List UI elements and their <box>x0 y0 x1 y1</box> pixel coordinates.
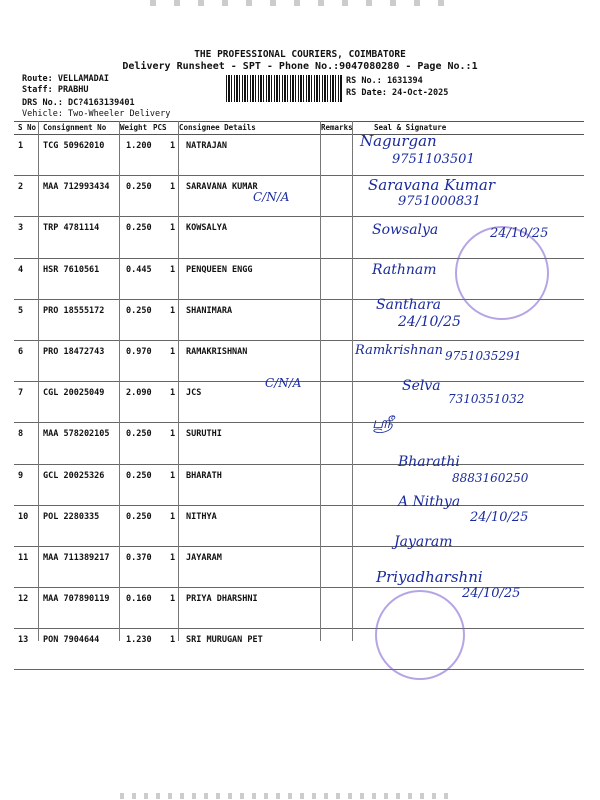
table-row <box>14 547 584 588</box>
row-consignment: GCL 20025326 <box>43 470 105 481</box>
handwritten-phone: 9751000831 <box>398 194 481 209</box>
staff-label: Staff: PRABHU <box>22 85 89 95</box>
table-row <box>14 135 584 176</box>
row-consignment: PRO 18555172 <box>43 305 105 316</box>
col-consignee: Consignee Details <box>179 123 256 132</box>
row-consignment: TRP 4781114 <box>43 223 100 234</box>
rs-date: RS Date: 24-Oct-2025 <box>346 88 449 98</box>
row-sno: 4 <box>18 264 24 275</box>
row-pcs: 1 <box>170 511 176 522</box>
row-weight: 1.230 <box>126 635 152 646</box>
drs-number: DRS No.: DC?4163139401 <box>22 98 135 108</box>
row-pcs: 1 <box>170 346 176 357</box>
handwritten-phone: 7310351032 <box>448 392 525 406</box>
row-pcs: 1 <box>170 470 176 481</box>
row-weight: 0.970 <box>126 346 152 357</box>
row-sno: 11 <box>18 552 29 563</box>
row-consignee: JAYARAM <box>186 552 222 563</box>
handwritten-phone: 9751103501 <box>392 152 475 167</box>
row-consignment: MAA 707890119 <box>43 594 110 605</box>
row-weight: 0.250 <box>126 305 152 316</box>
row-pcs: 1 <box>170 594 176 605</box>
signature: Santhara <box>376 297 441 313</box>
row-weight: 0.250 <box>126 429 152 440</box>
row-consignee: BHARATH <box>186 470 222 481</box>
col-consignment: Consignment No <box>43 123 107 132</box>
row-weight: 2.090 <box>126 388 152 399</box>
scan-artifact-bottom <box>120 793 450 799</box>
table-row <box>14 176 584 217</box>
row-pcs: 1 <box>170 223 176 234</box>
row-consignment: POL 2280335 <box>43 511 100 522</box>
row-pcs: 1 <box>170 635 176 646</box>
row-weight: 0.445 <box>126 264 152 275</box>
signature: ஸ்ரீ <box>372 413 393 432</box>
document-title: THE PROFESSIONAL COURIERS, COIMBATORE <box>194 49 406 60</box>
row-pcs: 1 <box>170 264 176 275</box>
rs-number: RS No.: 1631394 <box>346 76 423 86</box>
row-weight: 0.250 <box>126 182 152 193</box>
route-label: Route: VELLAMADAI <box>22 74 109 84</box>
row-consignee: PENQUEEN ENGG <box>186 264 253 275</box>
scan-artifact-top <box>150 0 450 6</box>
handwritten-phone: 9751035291 <box>445 349 522 363</box>
row-sno: 8 <box>18 429 24 440</box>
signature: Nagurgan <box>360 132 437 150</box>
row-consignment: PRO 18472743 <box>43 346 105 357</box>
handwritten-phone: 8883160250 <box>452 471 529 485</box>
document-subtitle: Delivery Runsheet - SPT - Phone No.:9047080280 - Page No.:1 <box>122 61 478 72</box>
row-pcs: 1 <box>170 141 176 151</box>
row-sno: 2 <box>18 182 24 193</box>
row-consignee: NITHYA <box>186 511 217 522</box>
col-weight: Weight <box>120 123 148 132</box>
row-pcs: 1 <box>170 429 176 440</box>
table-header <box>14 121 584 135</box>
handwritten-date: 24/10/25 <box>490 226 549 241</box>
signature: Bharathi <box>398 454 460 470</box>
row-pcs: 1 <box>170 552 176 563</box>
vehicle-label: Vehicle: Two-Wheeler Delivery <box>22 109 171 119</box>
col-divider <box>320 121 321 641</box>
remark-cna: C/N/A <box>265 376 302 390</box>
row-sno: 3 <box>18 223 24 234</box>
seal-stamp <box>375 590 465 680</box>
col-divider <box>119 121 120 641</box>
col-sno: S No <box>18 123 37 132</box>
row-consignment: HSR 7610561 <box>43 264 100 275</box>
col-divider <box>178 121 179 641</box>
col-seal: Seal & Signature <box>374 123 447 132</box>
row-consignment: PON 7904644 <box>43 635 100 646</box>
handwritten-date: 24/10/25 <box>470 510 529 525</box>
signature: Ramkrishnan <box>355 343 443 358</box>
row-pcs: 1 <box>170 182 176 193</box>
row-weight: 0.250 <box>126 223 152 234</box>
col-divider <box>38 121 39 641</box>
signature: Saravana Kumar <box>368 176 495 194</box>
row-weight: 0.250 <box>126 470 152 481</box>
handwritten-date: 24/10/25 <box>462 586 521 601</box>
row-consignment: MAA 578202105 <box>43 429 110 440</box>
row-consignee: PRIYA DHARSHNI <box>186 594 258 605</box>
row-consignment: MAA 712993434 <box>43 182 110 193</box>
row-sno: 12 <box>18 594 29 605</box>
row-sno: 7 <box>18 388 24 399</box>
row-pcs: 1 <box>170 305 176 316</box>
row-consignee: SHANIMARA <box>186 305 233 316</box>
row-weight: 1.200 <box>126 141 152 151</box>
signature: Selva <box>402 378 441 394</box>
row-consignment: CGL 20025049 <box>43 388 105 399</box>
row-sno: 10 <box>18 511 29 522</box>
barcode <box>226 75 342 102</box>
row-consignment: MAA 711389217 <box>43 552 110 563</box>
row-consignee: NATRAJAN <box>186 141 227 151</box>
row-weight: 0.250 <box>126 511 152 522</box>
row-consignee: RAMAKRISHNAN <box>186 346 248 357</box>
row-sno: 9 <box>18 470 24 481</box>
col-remarks: Remarks <box>321 123 353 132</box>
signature: Sowsalya <box>372 222 439 238</box>
row-sno: 6 <box>18 346 24 357</box>
row-consignment: TCG 50962010 <box>43 141 105 151</box>
handwritten-date: 24/10/25 <box>398 314 461 330</box>
col-pcs: PCS <box>153 123 167 132</box>
table-row <box>14 629 584 670</box>
signature: Priyadharshni <box>376 568 483 586</box>
row-consignee: KOWSALYA <box>186 223 227 234</box>
row-pcs: 1 <box>170 388 176 399</box>
row-consignee: SURUTHI <box>186 429 222 440</box>
row-consignee: SARAVANA KUMAR <box>186 182 258 193</box>
row-consignee: SRI MURUGAN PET <box>186 635 263 646</box>
col-divider <box>352 121 353 641</box>
row-consignee: JCS <box>186 388 202 399</box>
row-weight: 0.370 <box>126 552 152 563</box>
signature: Rathnam <box>372 262 437 278</box>
table-row <box>14 423 584 464</box>
row-sno: 1 <box>18 141 24 151</box>
signature: Jayaram <box>394 534 453 550</box>
signature: A Nithya <box>398 494 461 510</box>
row-sno: 5 <box>18 305 24 316</box>
remark-cna: C/N/A <box>253 190 290 204</box>
row-weight: 0.160 <box>126 594 152 605</box>
row-sno: 13 <box>18 635 29 646</box>
